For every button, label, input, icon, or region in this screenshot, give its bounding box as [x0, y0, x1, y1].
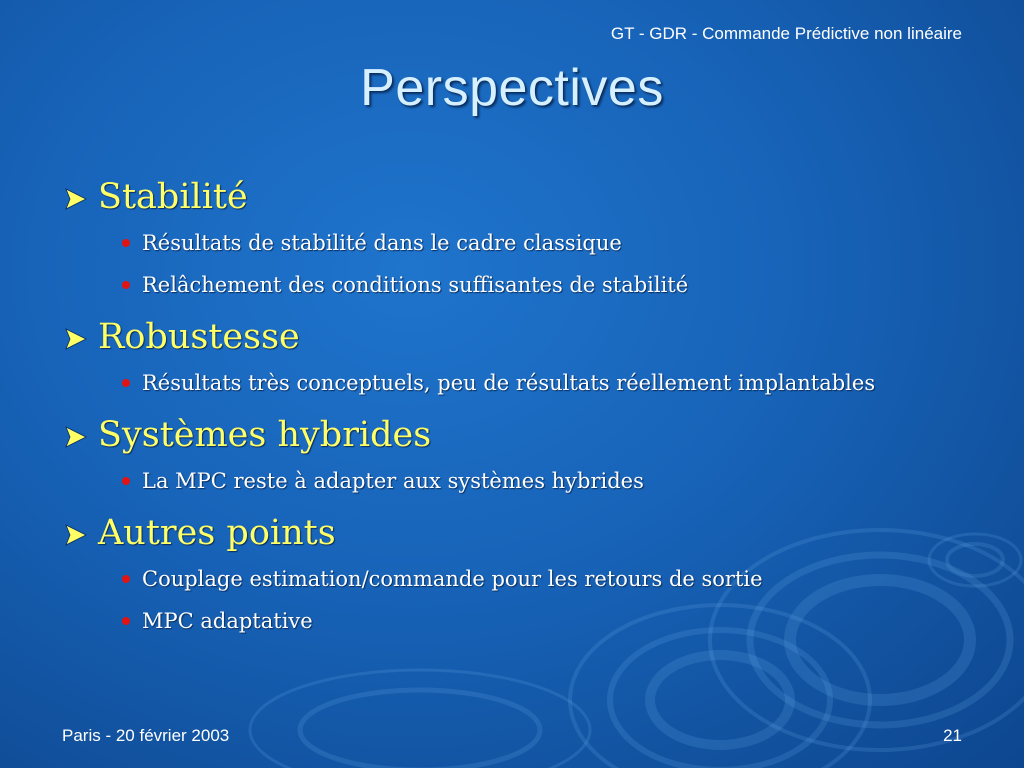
arrowhead-icon: [62, 424, 88, 450]
section-heading: [62, 508, 982, 558]
section-heading: [62, 312, 982, 362]
list-item: [62, 264, 982, 306]
list-item-text: Résultats de stabilité dans le cadre classique: [142, 231, 622, 255]
presentation-header: GT - GDR - Commande Prédictive non linéaire: [610, 24, 962, 43]
red-dot-icon: [122, 281, 130, 289]
section-heading-label: Systèmes hybrides: [98, 415, 432, 455]
red-dot-icon: [122, 575, 130, 583]
section-heading-label: Autres points: [98, 513, 336, 553]
red-dot-icon: [122, 239, 130, 247]
list-item-text: La MPC reste à adapter aux systèmes hybrides: [142, 469, 644, 493]
section-heading: [62, 410, 982, 460]
arrowhead-icon: [62, 186, 88, 212]
list-item: [62, 222, 982, 264]
slide-title: Perspectives: [360, 59, 664, 117]
section-heading: [62, 172, 982, 222]
section-robustesse: [62, 312, 982, 404]
slide-content: [62, 172, 982, 648]
list-item: [62, 600, 982, 642]
red-dot-icon: [122, 617, 130, 625]
list-item: [62, 362, 982, 404]
red-dot-icon: [122, 477, 130, 485]
footer-date: Paris - 20 février 2003: [62, 726, 230, 745]
list-item-text: Résultats très conceptuels, peu de résultats réellement implantables: [142, 371, 876, 395]
list-item-text: MPC adaptative: [142, 609, 313, 633]
page-number: 21: [943, 726, 962, 745]
section-systemes-hybrides: [62, 410, 982, 502]
list-item-text: Couplage estimation/commande pour les retours de sortie: [142, 567, 763, 591]
arrowhead-icon: [62, 326, 88, 352]
section-autres-points: [62, 508, 982, 642]
section-stabilite: [62, 172, 982, 306]
list-item-text: Relâchement des conditions suffisantes de stabilité: [142, 273, 689, 297]
section-heading-label: Robustesse: [98, 317, 300, 357]
list-item: [62, 460, 982, 502]
list-item: [62, 558, 982, 600]
arrowhead-icon: [62, 522, 88, 548]
section-heading-label: Stabilité: [98, 177, 248, 217]
red-dot-icon: [122, 379, 130, 387]
